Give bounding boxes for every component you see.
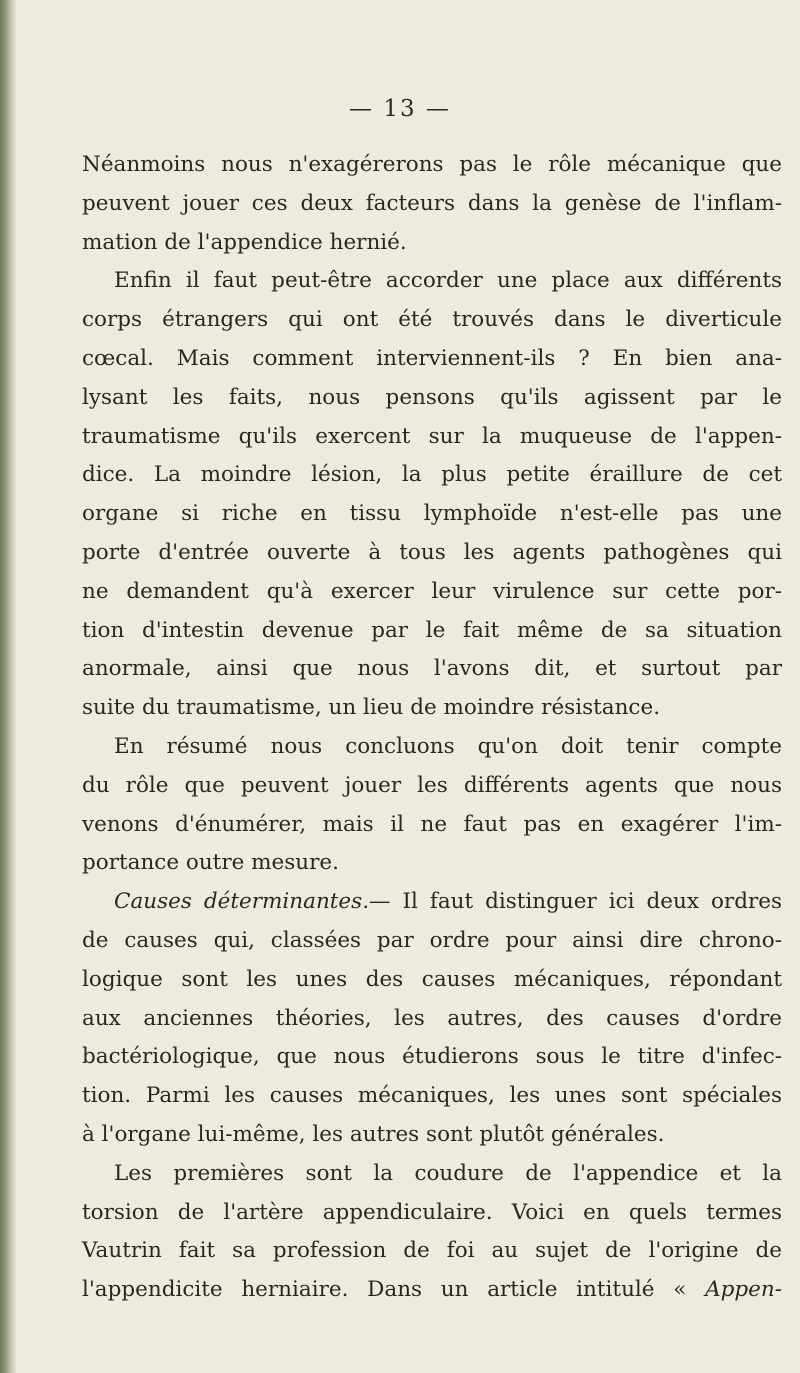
text-line: peuvent jouer ces deux facteurs dans la genèse de l'inflam- [82, 190, 782, 216]
text-line: venons d'énumérer, mais il ne faut pas en exagérer l'im- [82, 811, 782, 837]
text-line: Enfin il faut peut-être accorder une place aux différents [114, 268, 782, 294]
text-line: organe si riche en tissu lymphoïde n'est-elle pas une [82, 501, 782, 527]
section-heading: Causes déterminantes. [114, 889, 370, 915]
body-text [82, 146, 782, 1310]
italic-title-fragment: Appen- [705, 1277, 782, 1303]
text-line: anormale, ainsi que nous l'avons dit, et surtout par [82, 656, 782, 682]
text-line: porte d'entrée ouverte à tous les agents pathogènes qui [82, 539, 782, 565]
text-line: aux anciennes théories, les autres, des causes d'ordre [82, 1005, 782, 1031]
page-number: — 13 — [349, 96, 451, 122]
text-line-with-italic-end [82, 1271, 782, 1310]
text-line: cœcal. Mais comment interviennent-ils ? En bien ana- [82, 345, 782, 371]
text-line: de causes qui, classées par ordre pour ainsi dire chrono- [82, 927, 782, 953]
text-line: traumatisme qu'ils exercent sur la muqueuse de l'appen- [82, 423, 782, 449]
text-line: suite du traumatisme, un lieu de moindre résistance. [82, 695, 661, 721]
text-line: torsion de l'artère appendiculaire. Voici en quels termes [82, 1199, 782, 1225]
text-line-with-heading [82, 883, 782, 922]
text-line: bactériologique, que nous étudierons sous le titre d'infec- [82, 1044, 782, 1070]
text-line: du rôle que peuvent jouer les différents agents que nous [82, 772, 782, 798]
text-line: portance outre mesure. [82, 850, 339, 876]
text-line: tion d'intestin devenue par le fait même de sa situation [82, 617, 782, 643]
text-line: dice. La moindre lésion, la plus petite éraillure de cet [82, 462, 782, 488]
text-line: Néanmoins nous n'exagérerons pas le rôle mécanique que [82, 152, 782, 177]
text-fragment: — Il faut distinguer ici deux ordres [369, 889, 782, 915]
text-line: corps étrangers qui ont été trouvés dans le diverticule [82, 307, 782, 333]
text-fragment: l'appendicite herniaire. Dans un article intitulé « [82, 1277, 687, 1303]
text-line: ne demandent qu'à exercer leur virulence sur cette por- [82, 578, 782, 604]
text-line: En résumé nous concluons qu'on doit tenir compte [114, 733, 782, 759]
text-line: à l'organe lui-même, les autres sont plutôt générales. [82, 1121, 665, 1147]
text-line: Les premières sont la coudure de l'appendice et la [114, 1160, 782, 1186]
text-line: lysant les faits, nous pensons qu'ils agissent par le [82, 384, 782, 410]
text-line: tion. Parmi les causes mécaniques, les unes sont spéciales [82, 1083, 782, 1109]
text-line: mation de l'appendice hernié. [82, 229, 407, 255]
text-line: logique sont les unes des causes mécaniques, répondant [82, 966, 782, 992]
text-line: Vautrin fait sa profession de foi au sujet de l'origine de [82, 1238, 782, 1264]
